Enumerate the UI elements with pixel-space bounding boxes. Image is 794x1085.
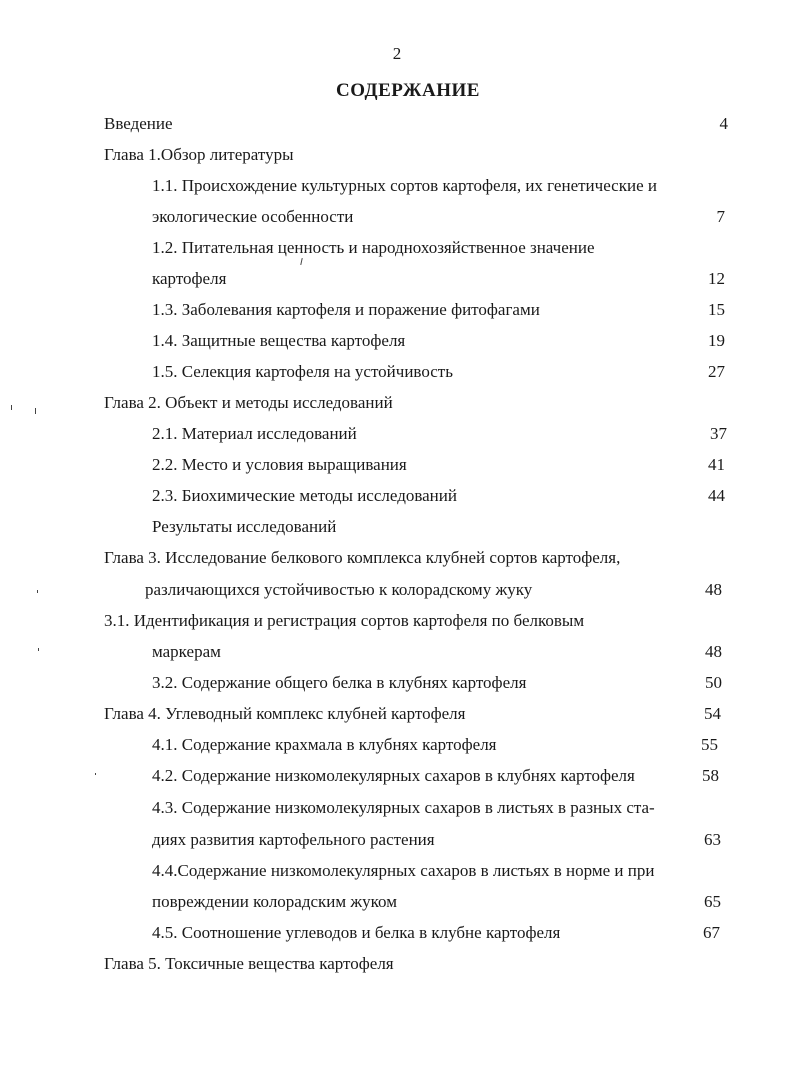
toc-page-number: 37 — [710, 424, 727, 443]
toc-entry-results: Результаты исследований — [152, 517, 337, 536]
toc-entry-4-1: 4.1. Содержание крахмала в клубнях картофеля — [152, 735, 497, 754]
scan-speck — [35, 408, 36, 414]
toc-page-number: 12 — [708, 269, 725, 288]
toc-page-number: 48 — [705, 642, 722, 661]
toc-entry-chapter-1: Глава 1.Обзор литературы — [104, 145, 294, 164]
toc-page-number: 4 — [719, 114, 728, 133]
toc-page-number: 65 — [704, 892, 721, 911]
toc-entry-1-2: 1.2. Питательная ценность и народнохозяйственное значение — [152, 238, 595, 257]
toc-entry-3-2: 3.2. Содержание общего белка в клубнях картофеля — [152, 673, 527, 692]
toc-entry-3-1: 3.1. Идентификация и регистрация сортов картофеля по белковым — [104, 611, 585, 630]
toc-entry-intro: Введение — [104, 114, 173, 133]
scan-speck — [11, 405, 12, 410]
toc-entry-2-3: 2.3. Биохимические методы исследований — [152, 486, 457, 505]
toc-page-number: 44 — [708, 486, 725, 505]
toc-entry-4-4: 4.4.Содержание низкомолекулярных сахаров в листьях в норме и при — [152, 861, 655, 880]
toc-entry-4-2: 4.2. Содержание низкомолекулярных сахаров в клубнях картофеля — [152, 766, 635, 785]
toc-page-number: 55 — [701, 735, 718, 754]
toc-entry-chapter-3: Глава 3. Исследование белкового комплекса клубней сортов картофеля, — [104, 548, 621, 567]
toc-entry-2-1: 2.1. Материал исследований — [152, 424, 357, 443]
scan-speck — [95, 773, 96, 775]
page-number: 2 — [392, 44, 402, 63]
toc-entry-2-2: 2.2. Место и условия выращивания — [152, 455, 407, 474]
toc-entry-1-1: 1.1. Происхождение культурных сортов картофеля, их генетические и — [152, 176, 657, 195]
toc-page-number: 7 — [716, 207, 725, 226]
scan-speck — [300, 258, 302, 265]
toc-entry-1-5: 1.5. Селекция картофеля на устойчивость — [152, 362, 453, 381]
toc-page-number: 67 — [703, 923, 720, 942]
toc-entry-chapter-4: Глава 4. Углеводный комплекс клубней картофеля — [104, 704, 466, 723]
toc-entry-4-5: 4.5. Соотношение углеводов и белка в клубне картофеля — [152, 923, 561, 942]
toc-page-number: 48 — [705, 580, 722, 599]
toc-entry-1-4: 1.4. Защитные вещества картофеля — [152, 331, 406, 350]
toc-entry-4-3: 4.3. Содержание низкомолекулярных сахаров в листьях в разных ста- — [152, 798, 655, 817]
page-title: СОДЕРЖАНИЕ — [336, 80, 480, 101]
scan-speck — [38, 648, 39, 651]
toc-entry-3-1-cont: маркерам — [152, 642, 221, 661]
toc-page-number: 54 — [704, 704, 721, 723]
toc-entry-chapter-2: Глава 2. Объект и методы исследований — [104, 393, 393, 412]
scan-speck — [37, 590, 38, 593]
toc-page-number: 19 — [708, 331, 725, 350]
toc-entry-1-1-cont: экологические особенности — [152, 207, 354, 226]
toc-entry-4-3-cont: диях развития картофельного растения — [152, 830, 435, 849]
toc-entry-1-3: 1.3. Заболевания картофеля и поражение фитофагами — [152, 300, 540, 319]
toc-page-number: 41 — [708, 455, 725, 474]
toc-page-number: 63 — [704, 830, 721, 849]
toc-entry-1-2-cont: картофеля — [152, 269, 227, 288]
toc-entry-chapter-5: Глава 5. Токсичные вещества картофеля — [104, 954, 394, 973]
toc-page-number: 27 — [708, 362, 725, 381]
toc-page-number: 50 — [705, 673, 722, 692]
toc-page-number: 15 — [708, 300, 725, 319]
toc-entry-4-4-cont: повреждении колорадским жуком — [152, 892, 397, 911]
toc-page-number: 58 — [702, 766, 719, 785]
toc-entry-chapter-3-cont: различающихся устойчивостью к колорадскому жуку — [145, 580, 533, 599]
